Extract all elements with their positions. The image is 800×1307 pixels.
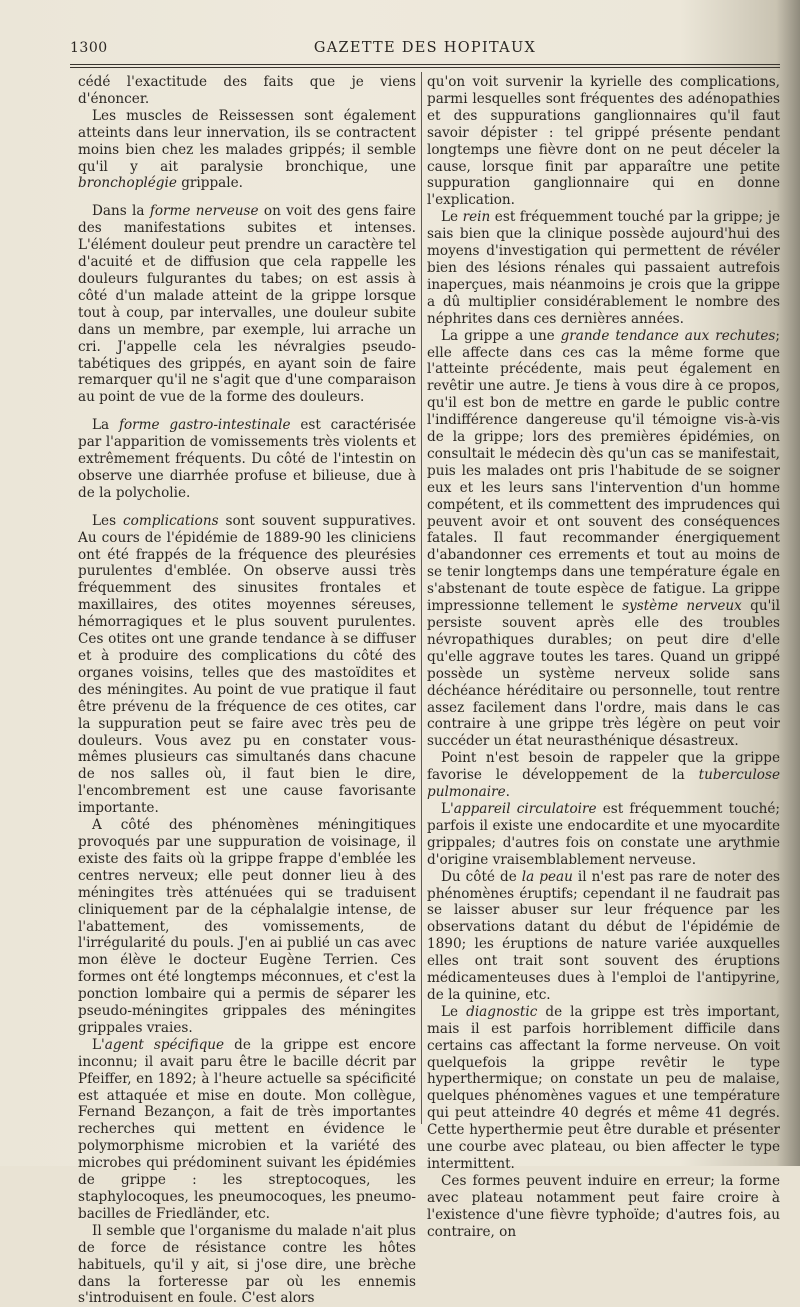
italic-term: rein bbox=[462, 209, 491, 226]
text-run: Le bbox=[441, 1003, 467, 1020]
column-divider bbox=[421, 72, 422, 1124]
text-run: ; elle affecte dans ces cas la même forme que l'atteinte précédente, mais peut également en revêtir une autre. Je tiens à vous dire à ce propos, qu'il est bon de mettre en garde le public contre l'indifférence dangereuse qu'il témoigne vis-à-vis de la grippe; lors des premières épidémies, on consultait le médecin dès qu'un cas se manifestait, puis les malades ont pris l'habitude de se soigner eux et les leurs sans l'intervention d'un homme compétent, et ils commettent des imprudences qui peuvent avoir et ont souvent des conséquences fatales. Il faut recommander énergiquement d'abandonner ces errements et tout au moins de se tenir longtemps dans une température égale en s'abstenant de toute espèce de fatigue. La grippe impressionne tellement le bbox=[427, 327, 780, 615]
italic-term: appareil circulatoire bbox=[453, 800, 597, 817]
paragraph bbox=[427, 750, 780, 801]
text-run: on voit des gens faire des manifestations subites et intenses. L'élément douleur peut prendre un caractère tel d'acuité et de diffusion que cela rappelle les douleurs fulgurantes du tabes; on est assis à côté d'un malade atteint de la grippe lorsque tout à coup, par intervalles, une douleur subite dans un membre, par exemple, lui arrache un cri. J'appelle cela les névralgies pseudo-tabétiques des grippés, en ayant soin de faire remarquer qu'il ne s'agit que d'une comparaison au point de vue de la forme des douleurs. bbox=[78, 203, 416, 406]
right-column bbox=[427, 74, 781, 1240]
paragraph bbox=[427, 1173, 780, 1241]
text-run: est fréquemment touché par la grippe; je sais bien que la clinique possède aujourd'hui des moyens d'investigation qui permettent de révéler bien des lésions rénales qui passaient autrefois inaperçues, mais néanmoins je crois que la grippe a dû multiplier considérablement le nombre des néphrites dans ces dernières années. bbox=[427, 209, 780, 327]
text-run: sont souvent suppuratives. Au cours de l'épidémie de 1889-90 les cliniciens ont été frappés de la fréquence des pleurésies purulentes d'emblée. On observe aussi très fréquemment des sinusites frontales et maxillaires, des otites moyennes séreuses, hémorragiques et le plus souvent purulentes. Ces otites ont une grande tendance à se diffuser et à produire des complications du côté des organes voisins, telles que des mastoïdites et des méningites. Au point de vue pratique il faut être prévenu de la fréquence de ces otites, car la suppuration peut se faire avec très peu de douleurs. Vous avez pu en constater vous-mêmes plusieurs cas simultanés dans chacune de nos salles où, il faut bien le dire, l'encombrement est une cause favorisante importante. bbox=[78, 512, 416, 817]
italic-term: la peau bbox=[521, 868, 573, 885]
italic-term: forme gastro-intestinale bbox=[118, 417, 291, 434]
text-run: de la grippe est très important, mais il est parfois horriblement difficile dans certains cas affectant la forme nerveuse. On voit quelquefois la grippe revêtir le type hyperthermique; on constate un peu de malaise, quelques phénomènes vagues et une température qui peut atteindre 40 degrés et même 41 degrés. Cette hyperthermie peut être durable et présenter une courbe avec plateau, ou bien affecter le type intermittent. bbox=[427, 1003, 780, 1172]
paragraph bbox=[427, 869, 780, 1004]
paragraph bbox=[78, 513, 416, 817]
text-run: A côté des phénomènes méningitiques provoqués par une suppuration de voisinage, il existe des faits où la grippe frappe d'emblée les centres nerveux; elle peut donner lieu à des méningites très atténuées qui se traduisent cliniquement par de la céphalalgie intense, de l'abattement, des vomissements, de l'irrégularité du pouls. J'en ai publié un cas avec mon élève le docteur Eugène Terrien. Ces formes ont été longtemps méconnues, et c'est la ponction lombaire qui a permis de séparer les pseudo-méningites grippales des méningites grippales vraies. bbox=[78, 817, 416, 1036]
left-column bbox=[78, 74, 417, 1307]
text-run: est fréquemment touché; parfois il existe une endocardite et une myocardite grippales; d'autres fois on constate une arythmie d'origine vraisemblablement nerveuse. bbox=[427, 800, 780, 868]
italic-term: agent spécifique bbox=[104, 1036, 225, 1053]
header-rule-double bbox=[70, 67, 780, 68]
text-run: qu'on voit survenir la kyrielle des complications, parmi lesquelles sont fréquentes des adénopathies et des suppurations ganglionnaires qu'il faut savoir dépister : tel grippé présente pendant longtemps une fièvre dont on ne peut déceler la cause, lorsque finit par apparaître une petite suppuration ganglionnaire qui en donne l'explication. bbox=[427, 74, 780, 209]
paragraph bbox=[427, 1004, 780, 1173]
paragraph bbox=[78, 1223, 416, 1307]
text-run: Point n'est besoin de rappeler que la grippe favorise le développement de la bbox=[427, 750, 780, 784]
paragraph bbox=[78, 417, 416, 502]
page-number: 1300 bbox=[70, 40, 108, 56]
header-rule bbox=[70, 64, 780, 65]
text-run: Du côté de bbox=[441, 868, 522, 885]
text-run: il n'est pas rare de noter des phénomènes éruptifs; cependant il ne faudrait pas se laisser abuser sur leur fréquence par les observations datant du début de l'épidémie de 1890; les éruptions de nature variée auxquelles elles ont trait sont souvent des éruptions médicamenteuses dues à l'emploi de l'antipyrine, de la quinine, etc. bbox=[427, 868, 780, 1003]
paragraph bbox=[427, 209, 780, 327]
text-run: grippale. bbox=[176, 175, 243, 192]
italic-term: système nerveux bbox=[622, 598, 742, 615]
text-run: qu'il persiste souvent après elle des troubles névropathiques durables; on peut dire d'elle qu'elle aggrave toutes les tares. Quand un grippé possède un système nerveux solide sans déchéance héréditaire ou personnelle, tout rentre assez facilement dans l'ordre, mais dans le cas contraire à une grippe très légère on peut voir succéder un état neurasthénique désastreux. bbox=[427, 598, 781, 750]
text-run: La grippe a une bbox=[441, 327, 561, 344]
text-run: . bbox=[505, 784, 510, 801]
text-run: Dans la bbox=[92, 203, 150, 220]
text-run: Les bbox=[92, 512, 124, 529]
running-title: GAZETTE DES HOPITAUX bbox=[313, 40, 537, 56]
paragraph bbox=[78, 74, 416, 108]
text-run: La bbox=[92, 417, 119, 434]
paragraph bbox=[427, 801, 780, 869]
text-run: Les muscles de Reissessen sont également atteints dans leur innervation, ils se contractent moins bien chez les malades grippés; il semble qu'il y ait paralysie bronchique, une bbox=[78, 107, 416, 175]
paragraph bbox=[427, 328, 780, 751]
page-header bbox=[70, 40, 780, 64]
text-run: L' bbox=[441, 800, 454, 817]
text-run: L' bbox=[92, 1036, 105, 1053]
text-run: Ces formes peuvent induire en erreur; la forme avec plateau notamment peut faire croire à l'existence d'une fièvre typhoïde; d'autres fois, au contraire, on bbox=[427, 1172, 780, 1240]
italic-term: complications bbox=[123, 512, 219, 529]
text-run: cédé l'exactitude des faits que je viens d'énoncer. bbox=[78, 74, 416, 107]
paragraph bbox=[427, 74, 780, 209]
paragraph bbox=[78, 108, 416, 193]
text-run: Le bbox=[441, 209, 463, 226]
italic-term: tuberculose pulmonaire bbox=[427, 767, 780, 801]
italic-term: grande tendance aux rechutes bbox=[560, 327, 776, 344]
paragraph bbox=[78, 817, 416, 1037]
text-run: est caractérisée par l'apparition de vomissements très violents et extrêmement fréquents. Du côté de l'intestin on observe une diarrhée profuse et bilieuse, due à de la polycholie. bbox=[78, 417, 417, 501]
italic-term: forme nerveuse bbox=[149, 203, 259, 220]
text-run: Il semble que l'organisme du malade n'ait plus de force de résistance contre les hôtes habituels, qu'il y ait, si j'ose dire, une brèche dans la forteresse par où les ennemis s'introduisent en foule. C'est alors bbox=[78, 1222, 416, 1307]
italic-term: diagnostic bbox=[466, 1003, 538, 1020]
paragraph bbox=[78, 1037, 416, 1223]
paragraph bbox=[78, 203, 416, 406]
italic-term: bronchoplégie bbox=[78, 175, 177, 192]
text-run: de la grippe est encore inconnu; il avait paru être le bacille décrit par Pfeiffer, en 1892; à l'heure actuelle sa spécificité est attaquée et mise en doute. Mon collègue, Fernand Bezançon, a fait de très importantes recherches qui mettent en évidence le polymorphisme microbien et la variété des microbes qui prédominent suivant les épidémies de grippe : les streptocoques, les staphylocoques, les pneumocoques, les pneumo-bacilles de Friedländer, etc. bbox=[78, 1036, 416, 1222]
